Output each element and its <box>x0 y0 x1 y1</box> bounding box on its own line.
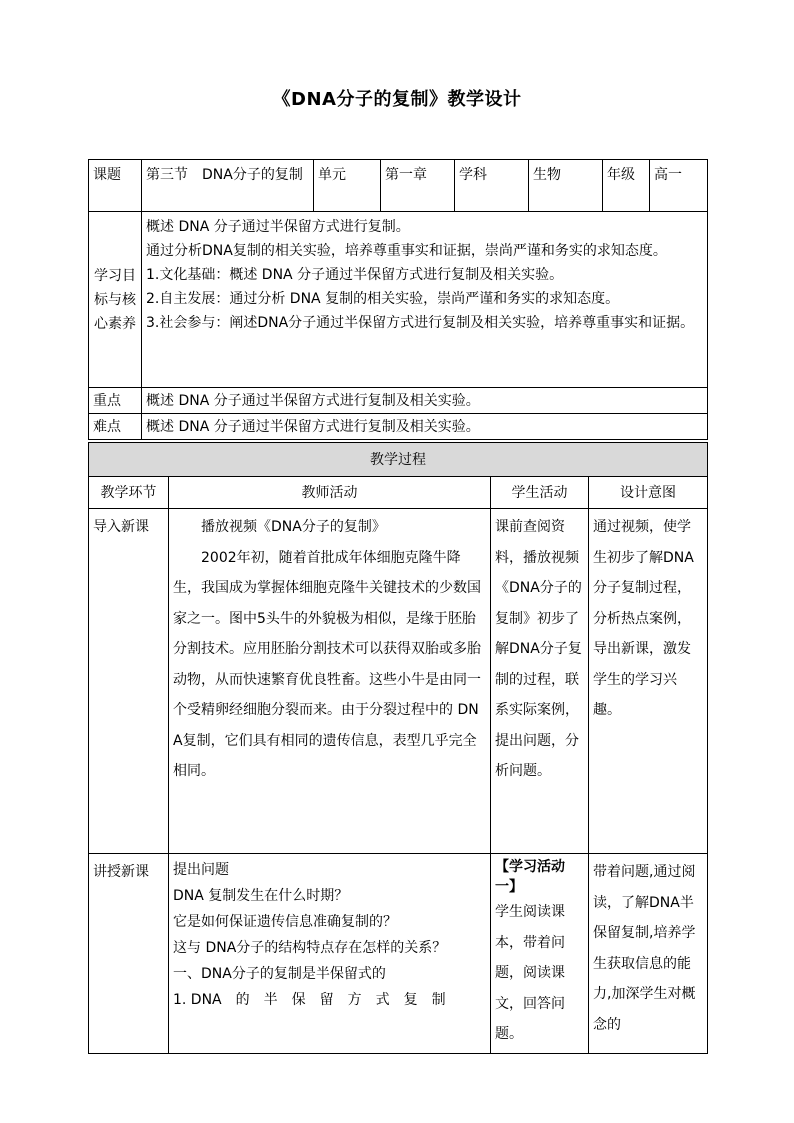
stage-cell: 讲授新课 <box>89 854 169 1054</box>
intent-cell: 通过视频，使学生初步了解DNA分子复制过程，分析热点案例，导出新课，激发学生的学习兴趣。 <box>589 509 708 854</box>
goals-line: 3.社会参与：阐述DNA分子通过半保留方式进行复制及相关实验，培养尊重事实和证据。 <box>146 315 695 331</box>
unit-label: 单元 <box>314 160 381 212</box>
goals-label: 学习目标与核心素养 <box>89 212 142 388</box>
activity-text: 学生阅读课本，带着问题，阅读课文，回答问题。 <box>495 904 565 1042</box>
keypoint-label: 重点 <box>89 388 142 414</box>
subject-label: 学科 <box>455 160 529 212</box>
teacher-cell <box>169 509 491 854</box>
teacher-line: 一、DNA分子的复制是半保留式的 <box>173 966 386 982</box>
student-cell <box>491 854 589 1054</box>
teacher-line: DNA 复制发生在什么时期？ <box>173 888 349 904</box>
intent-cell: 带着问题,通过阅读，了解DNA半保留复制,培养学生获取信息的能力,加深学生对概念的 <box>589 854 708 1054</box>
header-teacher: 教师活动 <box>169 477 491 509</box>
teacher-paragraph: 2002年初，随着首批成年体细胞克隆牛降生，我国成为掌握体细胞克隆牛关键技术的少数国家之一。图中5头牛的外貌极为相似，是缘于胚胎分割技术。应用胚胎分割技术可以获得双胎或多胎动物，从而快速繁育优良牲畜。这些小牛是由同一个受精卵经细胞分裂而来。由于分裂过程中的 DNA复制，它们具有相同的遗传信息，表型几乎完全相同。 <box>173 549 481 779</box>
difficulty-value: 概述 DNA 分子通过半保留方式进行复制及相关实验。 <box>142 414 708 440</box>
teacher-cell <box>169 854 491 1054</box>
document-title: 《DNA分子的复制》教学设计 <box>272 89 522 110</box>
goals-line: 2.自主发展：通过分析 DNA 复制的相关实验，崇尚严谨和务实的求知态度。 <box>146 291 620 307</box>
stage-cell: 导入新课 <box>89 509 169 854</box>
teacher-line: 这与 DNA分子的结构特点存在怎样的关系？ <box>173 940 447 956</box>
teacher-line: 1. DNA 的 半 保 留 方 式 复 制 <box>173 992 446 1008</box>
unit-value: 第一章 <box>381 160 455 212</box>
goals-line: 通过分析DNA复制的相关实验，培养尊重事实和证据，崇尚严谨和务实的求知态度。 <box>146 243 667 259</box>
header-intent: 设计意图 <box>589 477 708 509</box>
teacher-paragraph: 播放视频《DNA分子的复制》 <box>201 519 386 535</box>
student-cell: 课前查阅资料，播放视频《DNA分子的复制》初步了解DNA分子复制的过程，联系实际案例，提出问题，分析问题。 <box>491 509 589 854</box>
goals-line: 概述 DNA 分子通过半保留方式进行复制。 <box>146 219 410 235</box>
header-student: 学生活动 <box>491 477 589 509</box>
grade-value: 高一 <box>650 160 708 212</box>
teacher-line: 提出问题 <box>173 862 229 878</box>
subject-value: 生物 <box>529 160 603 212</box>
teacher-line: 它是如何保证遗传信息准确复制的？ <box>173 914 397 930</box>
keypoint-value: 概述 DNA 分子通过半保留方式进行复制及相关实验。 <box>142 388 708 414</box>
process-band: 教学过程 <box>89 443 708 477</box>
topic-value: 第三节 DNA分子的复制 <box>142 160 314 212</box>
grade-label: 年级 <box>603 160 650 212</box>
info-table <box>88 159 708 440</box>
process-table <box>88 442 708 1054</box>
difficulty-label: 难点 <box>89 414 142 440</box>
goals-line: 1.文化基础：概述 DNA 分子通过半保留方式进行复制及相关实验。 <box>146 267 564 283</box>
topic-label: 课题 <box>89 160 142 212</box>
goals-content <box>142 212 708 388</box>
activity-title: 【学习活动一】 <box>495 859 565 895</box>
header-stage: 教学环节 <box>89 477 169 509</box>
